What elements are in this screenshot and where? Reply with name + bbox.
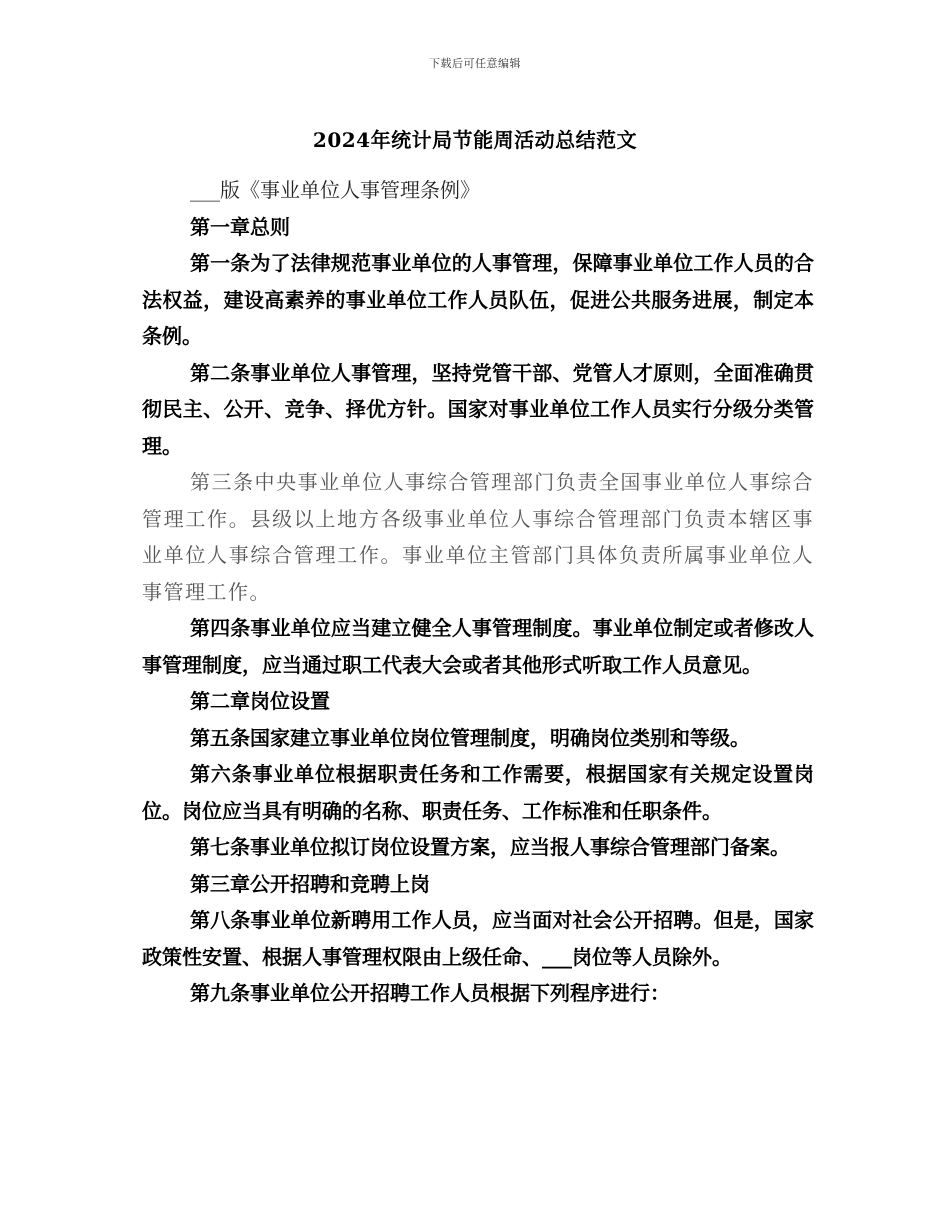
- chapter-heading: 第三章公开招聘和竞聘上岗: [190, 871, 430, 896]
- article-paragraph: 第二条事业单位人事管理，坚持党管干部、党管人才原则，全面准确贯彻民主、公开、竞争、择优方针。国家对事业单位工作人员实行分级分类管理。: [142, 360, 814, 458]
- article-paragraph: 第三条中央事业单位人事综合管理部门负责全国事业单位人事综合管理工作。县级以上地方各级事业单位人事综合管理部门负责本辖区事业单位人事综合管理工作。事业单位主管部门具体负责所属事业单位人事管理工作。: [142, 470, 814, 604]
- article-paragraph: 第八条事业单位新聘用工作人员，应当面对社会公开招聘。但是，国家政策性安置、根据人事管理权限由上级任命、___岗位等人员除外。: [142, 908, 814, 969]
- header-note: 下载后可任意编辑: [429, 57, 521, 70]
- document-subtitle: ___版《事业单位人事管理条例》: [190, 178, 480, 202]
- document-title: 2024年统计局节能周活动总结范文: [312, 128, 638, 152]
- chapter-heading: 第二章岗位设置: [190, 689, 330, 713]
- article-paragraph: 第九条事业单位公开招聘工作人员根据下列程序进行：: [190, 981, 670, 1005]
- article-paragraph: 第六条事业单位根据职责任务和工作需要，根据国家有关规定设置岗位。岗位应当具有明确的名称、职责任务、工作标准和任职条件。: [142, 762, 814, 823]
- article-paragraph: 第七条事业单位拟订岗位设置方案，应当报人事综合管理部门备案。: [190, 835, 790, 859]
- article-paragraph: 第四条事业单位应当建立健全人事管理制度。事业单位制定或者修改人事管理制度，应当通过职工代表大会或者其他形式听取工作人员意见。: [142, 616, 814, 677]
- article-paragraph: 第一条为了法律规范事业单位的人事管理，保障事业单位工作人员的合法权益，建设高素养的事业单位工作人员队伍，促进公共服务进展，制定本条例。: [142, 251, 814, 348]
- document-body: [142, 172, 814, 1012]
- chapter-heading: 第一章总则: [190, 214, 290, 239]
- article-paragraph: 第五条国家建立事业单位岗位管理制度，明确岗位类别和等级。: [190, 725, 750, 750]
